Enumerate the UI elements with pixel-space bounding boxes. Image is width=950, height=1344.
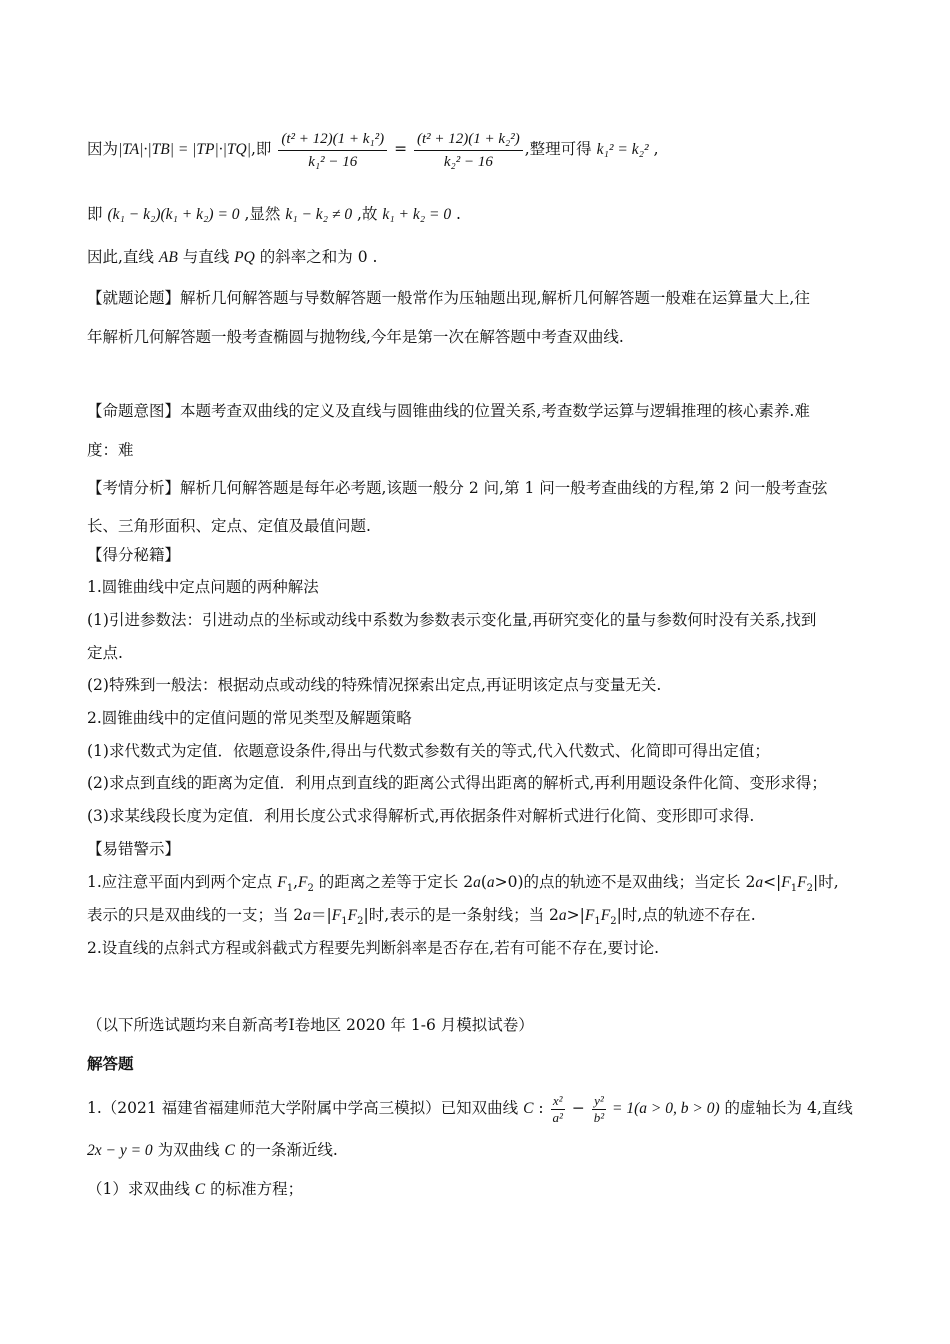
yicuo-heading: 【易错警示】 [87,840,181,858]
minus-sign: − [566,1099,590,1117]
eq1-lhs: |TA|·|TB| = |TP|·|TQ| [118,141,251,158]
yicuo-l2-text: 表示的只是双曲线的一支；当 2 [87,906,304,924]
equation-line-2 [87,203,870,226]
yicuo-paren: ( [480,873,487,891]
yicuo-sub: 2 [806,883,813,895]
yicuo-f-symbol: F [600,907,611,924]
eq1-suffix-text: ,整理可得 [524,140,597,158]
fraction-numerator: x² [551,1093,565,1110]
yicuo-sub: 1 [594,916,601,928]
eq1-equals: = [389,140,412,158]
yicuo-a-symbol: a [486,874,495,891]
yicuo-f-symbol: F [277,874,287,891]
yicuo-f-symbol: F [298,874,308,891]
eq2-mid-2: ,故 [352,205,383,223]
eq2-math-1: (k₁ − k₂)(k₁ + k₂) = 0 [107,206,240,223]
question-1 [87,1178,870,1201]
problem-line-2 [87,1139,870,1162]
eq1-frac2-numerator: (t² + 12)(1 + k₂²) [414,129,523,151]
defen-point-4: 2.圆锥曲线中的定值问题的常见类型及解题策略 [87,709,412,727]
conclusion-line-ab: AB [158,249,178,266]
defen-point-3: (2)特殊到一般法：根据动点或动线的特殊情况探索出定点,再证明该定点与变量无关. [87,676,662,694]
conclusion-text-1: 因此,直线 [87,248,159,266]
yicuo-line-1 [87,871,870,894]
defen-point-2b: 定点. [87,644,123,662]
eq1-frac1-numerator: (t² + 12)(1 + k₁²) [278,129,387,151]
section-title: 解答题 [87,1054,134,1073]
yicuo-a-symbol: a [755,874,764,891]
curve-c-symbol: C [224,1142,235,1159]
yicuo-line-3: 2.设直线的点斜式方程或斜截式方程要先判断斜率是否存在,若有可能不存在,要讨论. [87,939,660,957]
problem-line-1 [87,1086,870,1131]
curve-c-symbol: C [523,1100,534,1117]
lunti-line-1: 【就题论题】解析几何解答题与导数解答题一般常作为压轴题出现,解析几何解答题一般难在运算量大上,往 [87,289,810,307]
curve-c-symbol: C [194,1181,206,1198]
yicuo-l1-text: <| [763,873,782,891]
yicuo-sub: 2 [357,916,364,928]
yicuo-l2-text: |时,点的轨迹不存在. [616,906,756,924]
question-text: （1）求双曲线 [87,1180,195,1198]
yicuo-l1-text: 1.应注意平面内到两个定点 [87,873,278,891]
eq1-prefix: 因为 [87,140,119,158]
eq1-fraction-1 [278,129,387,172]
yicuo-f-symbol: F [584,907,595,924]
defen-point-2a: (1)引进参数法：引进动点的坐标或动线中系数为参数表示变化量,再研究变化的量与参数何时没有关系,找到 [87,611,817,629]
kaoqing-line-2: 长、三角形面积、定点、定值及最值问题. [87,517,371,535]
eq2-math-3: k₁ + k₂ = 0 [382,206,452,223]
fraction-denominator: a² [552,1109,563,1125]
equation-line-1 [87,124,870,175]
yicuo-l1-text: 的距离之差等于定长 2 [313,873,474,891]
problem-colon: : [533,1099,549,1117]
yicuo-l2-text: >| [566,906,585,924]
fraction-numerator: y² [592,1093,606,1110]
yicuo-sub: 2 [610,916,617,928]
yicuo-sub: 2 [307,883,314,895]
source-note: （以下所选试题均来自新高考Ⅰ卷地区 2020 年 1-6 月模拟试卷） [87,1016,534,1034]
yicuo-f-symbol: F [331,907,342,924]
yicuo-f-symbol: F [347,907,358,924]
defen-point-7: (3)求某线段长度为定值．利用长度公式求得解析式,再依据条件对解析式进行化简、变形即可求得. [87,807,755,825]
problem-text: 1.（2021 福建省福建师范大学附属中学高三模拟）已知双曲线 [87,1099,524,1117]
eq2-prefix: 即 [87,205,108,223]
fraction-denominator: b² [593,1109,605,1125]
yitu-line-1: 【命题意图】本题考查双曲线的定义及直线与圆锥曲线的位置关系,考查数学运算与逻辑推理的核心素养.难 [87,402,810,420]
defen-point-5: (1)求代数式为定值．依题意设条件,得出与代数式参数有关的等式,代入代数式、化简即可得出定值； [87,742,770,760]
defen-point-6: (2)求点到直线的距离为定值．利用点到直线的距离公式得出距离的解析式,再利用题设条件化简、变形求得； [87,774,827,792]
defen-point-1: 1.圆锥曲线中定点问题的两种解法 [87,578,319,596]
eq1-frac1-denominator: k₁² − 16 [308,153,358,170]
eq2-end: . [451,205,461,223]
yicuo-f-symbol: F [781,874,791,891]
yicuo-l1-text: >0)的点的轨迹不是双曲线；当定长 2 [494,873,756,891]
eq1-suffix-math: k₁² = k₂² [596,141,649,158]
lunti-line-2: 年解析几何解答题一般考查椭圆与抛物线,今年是第一次在解答题中考查双曲线. [87,328,624,346]
yicuo-l2-text: ＝| [311,906,332,924]
question-text: 的标准方程； [205,1180,304,1198]
yicuo-comma: , [293,873,298,891]
problem-text: 为双曲线 [152,1141,225,1159]
defen-heading: 【得分秘籍】 [87,546,181,564]
yicuo-a-symbol: a [558,907,567,924]
eq2-mid-1: ,显然 [239,205,286,223]
yicuo-line-2 [87,904,870,927]
fraction-x-over-a [551,1093,565,1126]
yitu-line-2: 度：难 [87,441,134,459]
fraction-y-over-b [592,1093,606,1126]
yicuo-a-symbol: a [473,874,481,891]
yicuo-sub: 1 [341,916,348,928]
conclusion-text-2: 与直线 [177,248,235,266]
conclusion-text-4: . [367,248,378,266]
conclusion-text-3: 的斜率之和为 [254,248,358,266]
yicuo-sub: 1 [286,883,294,895]
condition-math: = 1(a > 0, b > 0) [608,1100,720,1117]
eq1-frac2-denominator: k₂² − 16 [443,153,493,170]
yicuo-l2-text: |时,表示的是一条射线；当 2 [363,906,559,924]
yicuo-l1-text: |时, [812,873,839,891]
yicuo-sub: 1 [790,883,798,895]
conclusion-line-pq: PQ [234,249,255,266]
eq1-mid: ,即 [251,140,272,158]
conclusion-line [87,246,870,269]
yicuo-f-symbol: F [797,874,807,891]
eq1-end: , [648,140,659,158]
eq2-math-2: k₁ − k₂ ≠ 0 [285,206,353,223]
eq1-fraction-2 [414,129,523,172]
problem-text: 的虚轴长为 4,直线 [719,1099,853,1117]
problem-text: 的一条渐近线. [234,1141,338,1159]
asymptote-equation: 2x − y = 0 [87,1142,153,1159]
kaoqing-line-1: 【考情分析】解析几何解答题是每年必考题,该题一般分 2 问,第 1 问一般考查曲线的方程,第 2 问一般考查弦 [87,479,828,497]
conclusion-zero: 0 [357,248,368,266]
yicuo-a-symbol: a [303,907,312,924]
